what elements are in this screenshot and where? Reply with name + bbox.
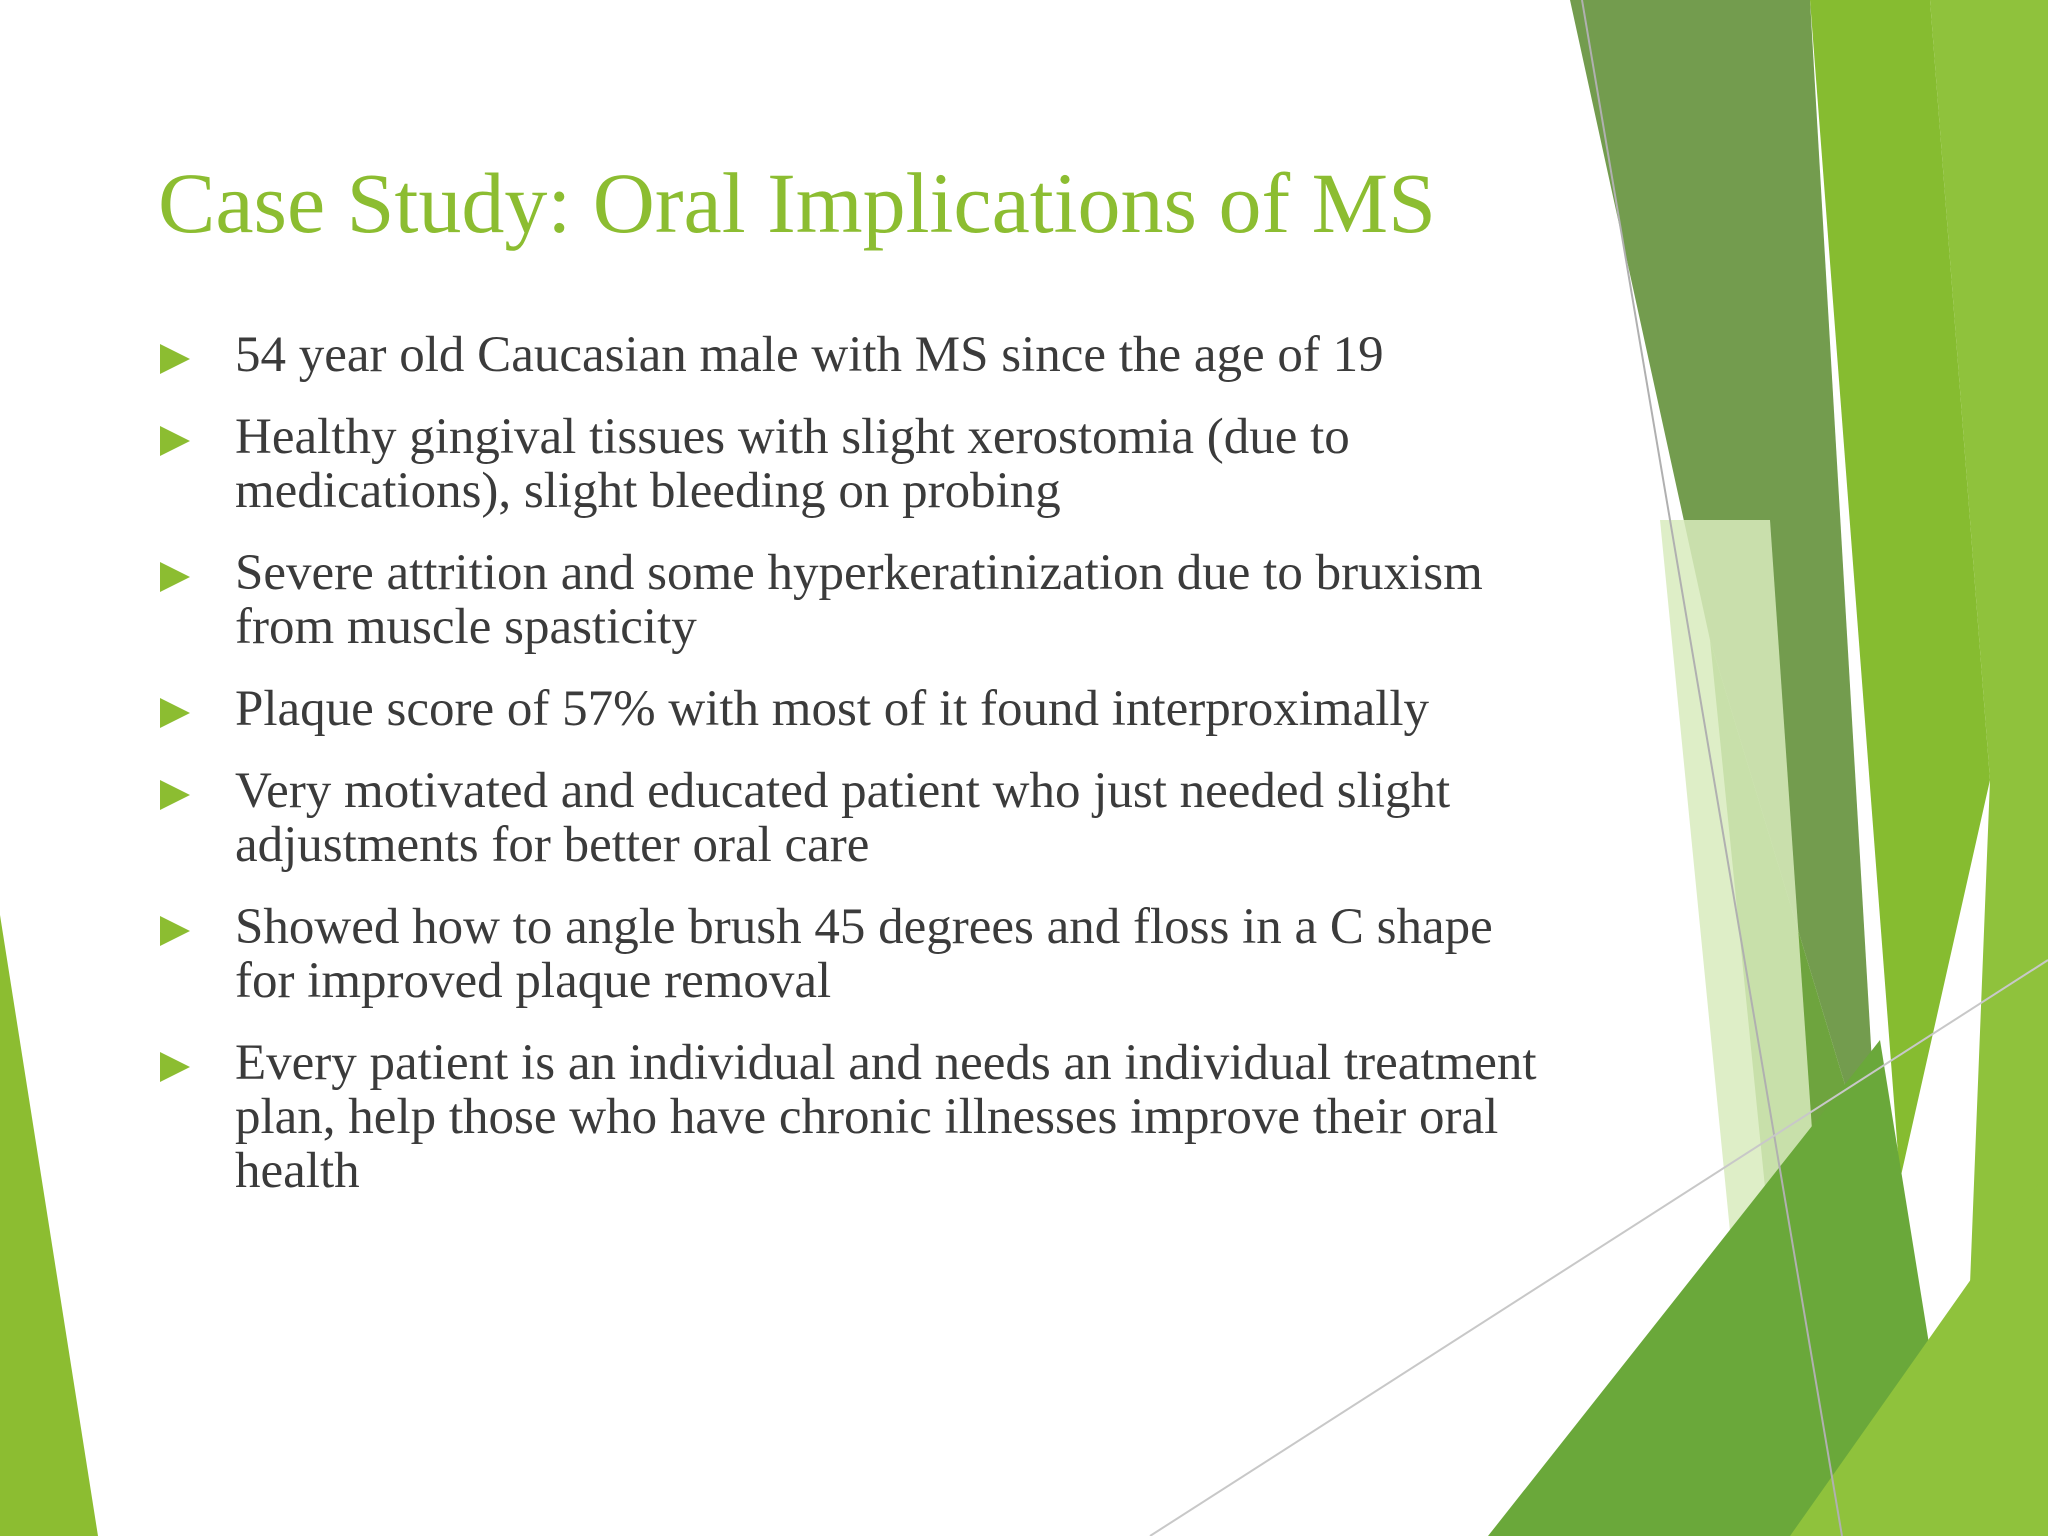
left-edge-sliver-shape	[0, 915, 98, 1536]
bullet-item	[160, 546, 1560, 654]
triangle-right-icon	[160, 426, 190, 456]
bullet-text: Healthy gingival tissues with slight xerostomia (due to medications), slight bleeding on probing	[235, 409, 1350, 519]
bullet-item	[160, 900, 1560, 1008]
slide-title: Case Study: Oral Implications of MS	[158, 155, 1436, 251]
bullet-text: Severe attrition and some hyperkeratinization due to bruxism from muscle spasticity	[235, 545, 1483, 655]
bullet-text: 54 year old Caucasian male with MS since the age of 19	[235, 327, 1384, 383]
bullet-text: Very motivated and educated patient who just needed slight adjustments for better oral care	[235, 763, 1451, 873]
bullet-item	[160, 410, 1560, 518]
bullet-list	[160, 328, 1560, 1226]
triangle-right-icon	[160, 1052, 190, 1082]
bullet-text: Plaque score of 57% with most of it found interproximally	[235, 681, 1430, 737]
bullet-text: Every patient is an individual and needs an individual treatment plan, help those who have chronic illnesses improve their oral health	[235, 1035, 1537, 1199]
triangle-right-icon	[160, 344, 190, 374]
bullet-item	[160, 1036, 1560, 1198]
triangle-right-icon	[160, 562, 190, 592]
bullet-item	[160, 328, 1560, 382]
bullet-text: Showed how to angle brush 45 degrees and floss in a C shape for improved plaque removal	[235, 899, 1493, 1009]
bullet-item	[160, 682, 1560, 736]
triangle-right-icon	[160, 698, 190, 728]
triangle-right-icon	[160, 780, 190, 810]
bullet-item	[160, 764, 1560, 872]
triangle-right-icon	[160, 916, 190, 946]
